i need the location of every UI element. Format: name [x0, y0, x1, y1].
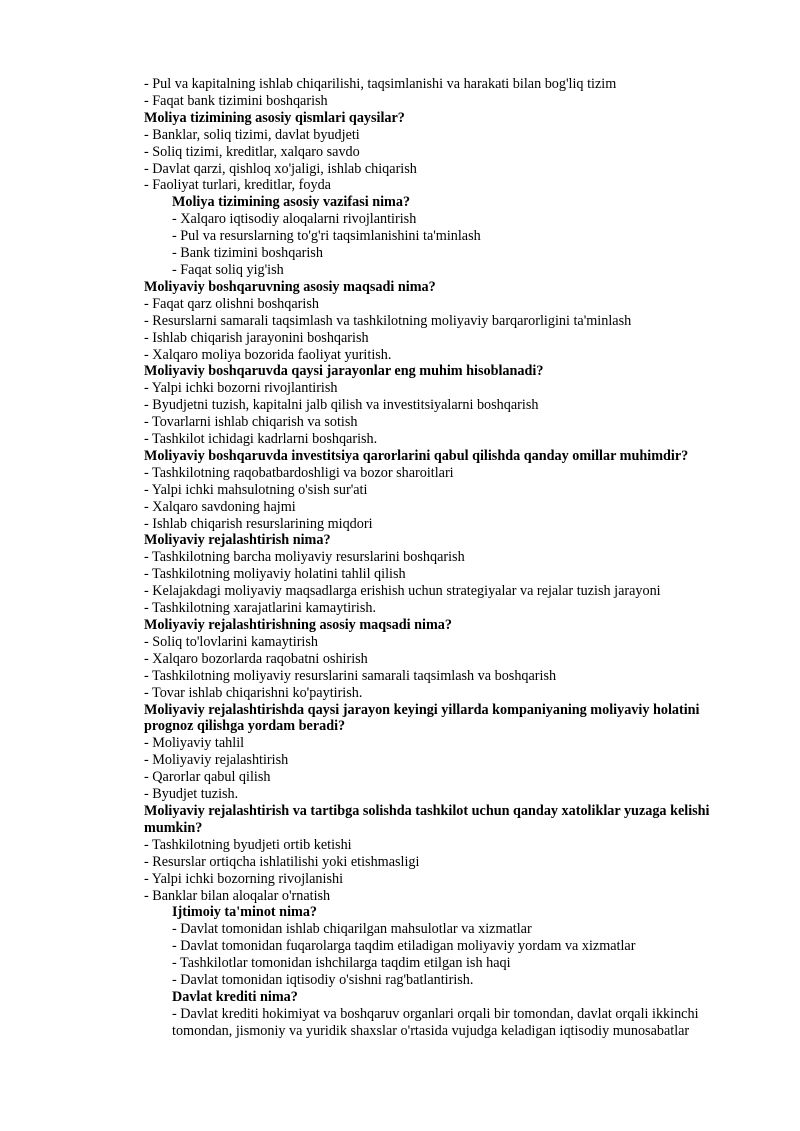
- answer-option: - Byudjetni tuzish, kapitalni jalb qilish va investitsiyalarni boshqarish: [144, 397, 539, 414]
- question-heading: Moliyaviy boshqaruvda investitsiya qarorlarini qabul qilishda qanday omillar muhimdir?: [144, 447, 689, 464]
- answer-option: - Tashkilot ichidagi kadrlarni boshqarish.: [144, 431, 378, 448]
- answer-option: - Banklar, soliq tizimi, davlat byudjeti: [144, 126, 360, 143]
- answer-option: - Xalqaro bozorlarda raqobatni oshirish: [144, 650, 368, 667]
- question-block: [144, 363, 744, 448]
- answer-option: - Ishlab chiqarish jarayonini boshqarish: [144, 329, 369, 346]
- answer-option: - Byudjet tuzish.: [144, 786, 239, 803]
- question-heading: Moliyaviy rejalashtirishda qaysi jarayon keyingi yillarda kompaniyaning moliyaviy holatini prognoz qilishga yordam beradi?: [144, 701, 700, 735]
- answer-option: - Faqat soliq yig'ish: [172, 261, 284, 278]
- answer-option: - Pul va kapitalning ishlab chiqarilishi, taqsimlanishi va harakati bilan bog'liq tizim: [144, 76, 617, 92]
- answer-option: - Tashkilotning xarajatlarini kamaytirish.: [144, 600, 376, 617]
- question-heading: Moliyaviy boshqaruvda qaysi jarayonlar eng muhim hisoblanadi?: [144, 363, 544, 380]
- answer-option: - Xalqaro iqtisodiy aloqalarni rivojlantirish: [172, 211, 417, 228]
- answer-option: - Faqat qarz olishni boshqarish: [144, 295, 319, 312]
- answer-option: - Qarorlar qabul qilish: [144, 769, 271, 786]
- answer-option: - Banklar bilan aloqalar o'rnatish: [144, 887, 331, 904]
- answer-option: - Yalpi ichki bozorning rivojlanishi: [144, 870, 344, 887]
- answer-option: - Resurslar ortiqcha ishlatilishi yoki etishmasligi: [144, 853, 420, 870]
- answer-option: - Soliq to'lovlarini kamaytirish: [144, 633, 318, 650]
- question-block: [144, 110, 744, 195]
- question-block: [144, 803, 744, 904]
- answer-option: - Xalqaro moliya bozorida faoliyat yuritish.: [144, 346, 392, 363]
- question-heading: Davlat krediti nima?: [172, 988, 298, 1005]
- answer-option: - Bank tizimini boshqarish: [172, 245, 323, 262]
- answer-option: - Davlat tomonidan iqtisodiy o'sishni rag'batlantirish.: [172, 972, 474, 989]
- question-heading: Moliyaviy rejalashtirishning asosiy maqsadi nima?: [144, 617, 452, 633]
- answer-option: - Ishlab chiqarish resurslarining miqdori: [144, 515, 373, 532]
- question-heading: Moliyaviy rejalashtirish va tartibga solishda tashkilot uchun qanday xatoliklar yuzaga kelishi mumkin?: [144, 802, 710, 836]
- answer-option: - Faqat bank tizimini boshqarish: [144, 92, 328, 109]
- answer-option: - Moliyaviy rejalashtirish: [144, 752, 289, 769]
- question-heading: Moliyaviy boshqaruvning asosiy maqsadi nima?: [144, 278, 436, 295]
- question-block: [144, 194, 744, 279]
- answer-option: - Moliyaviy tahlil: [144, 735, 245, 752]
- answer-option: - Davlat qarzi, qishloq xo'jaligi, ishlab chiqarish: [144, 160, 417, 177]
- question-block: [144, 702, 744, 803]
- question-block: [144, 532, 744, 617]
- answer-option: - Tashkilotning byudjeti ortib ketishi: [144, 836, 352, 853]
- question-block: [144, 448, 744, 533]
- answer-option: - Soliq tizimi, kreditlar, xalqaro savdo: [144, 143, 360, 160]
- answer-option: - Tashkilotning moliyaviy holatini tahlil qilish: [144, 566, 406, 583]
- answer-option: - Yalpi ichki mahsulotning o'sish sur'ati: [144, 481, 368, 498]
- question-heading: Moliya tizimining asosiy qismlari qaysilar?: [144, 109, 405, 126]
- question-block: [144, 904, 744, 989]
- answer-option: - Yalpi ichki bozorni rivojlantirish: [144, 380, 338, 397]
- answer-option: - Xalqaro savdoning hajmi: [144, 498, 296, 515]
- answer-option: - Tashkilotning raqobatbardoshligi va bozor sharoitlari: [144, 464, 454, 481]
- document-page: [144, 76, 744, 1040]
- answer-option: - Faoliyat turlari, kreditlar, foyda: [144, 177, 331, 194]
- question-heading: Moliya tizimining asosiy vazifasi nima?: [172, 194, 411, 211]
- answer-option: - Davlat krediti hokimiyat va boshqaruv organlari orqali bir tomondan, davlat orqali ikkinchi tomondan, jismoniy va yuridik shaxslar o'rtasida vujudga keladigan iqtisodiy munosabatlar: [172, 1005, 699, 1039]
- question-block: [144, 617, 744, 702]
- answer-option: - Resurslarni samarali taqsimlash va tashkilotning moliyaviy barqarorligini ta'minlash: [144, 312, 632, 329]
- answer-option: - Tashkilotlar tomonidan ishchilarga taqdim etilgan ish haqi: [172, 955, 511, 972]
- answer-option: - Tovarlarni ishlab chiqarish va sotish: [144, 414, 358, 431]
- answer-option: - Tashkilotning moliyaviy resurslarini samarali taqsimlash va boshqarish: [144, 667, 557, 684]
- answer-option: - Davlat tomonidan ishlab chiqarilgan mahsulotlar va xizmatlar: [172, 921, 532, 938]
- question-block: [144, 279, 744, 364]
- answer-option: - Kelajakdagi moliyaviy maqsadlarga erishish uchun strategiyalar va rejalar tuzish jarayoni: [144, 583, 661, 600]
- question-heading: Ijtimoiy ta'minot nima?: [172, 904, 318, 921]
- answer-option: - Tashkilotning barcha moliyaviy resurslarini boshqarish: [144, 549, 465, 566]
- question-heading: Moliyaviy rejalashtirish nima?: [144, 532, 331, 549]
- question-block: [144, 989, 744, 1040]
- question-block: [144, 76, 744, 110]
- answer-option: - Davlat tomonidan fuqarolarga taqdim etiladigan moliyaviy yordam va xizmatlar: [172, 938, 636, 955]
- answer-option: - Tovar ishlab chiqarishni ko'paytirish.: [144, 684, 363, 701]
- answer-option: - Pul va resurslarning to'g'ri taqsimlanishini ta'minlash: [172, 228, 481, 245]
